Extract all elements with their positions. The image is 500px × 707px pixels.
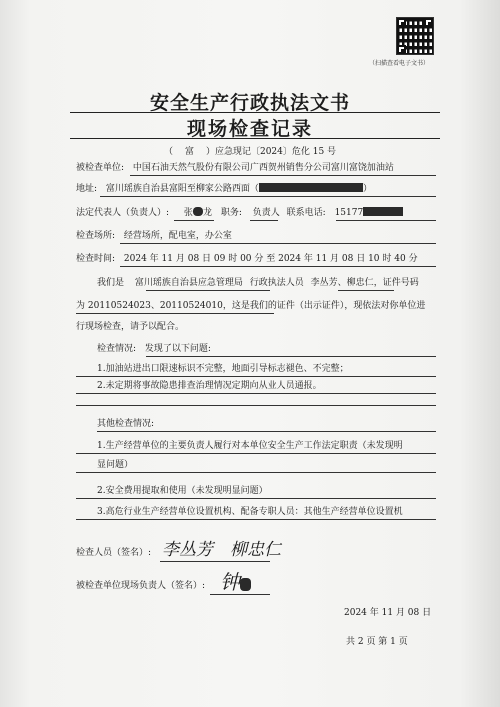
responsible-signature-text: 钟 bbox=[220, 570, 240, 594]
representative-underline bbox=[174, 220, 214, 221]
address-underline bbox=[100, 196, 436, 197]
inspector-signature: 柳忠仁 bbox=[230, 540, 281, 560]
other-inspection-label: 其他检查情况: bbox=[97, 419, 155, 429]
address-value: 富川瑶族自治县富阳至柳家公路西面（ bbox=[105, 184, 259, 194]
other-underline bbox=[97, 431, 436, 432]
intro-text: 我们是 bbox=[97, 278, 125, 288]
finding-item: 1.加油站进出口限速标识不完整，地面引导标志褪色、不完整； bbox=[97, 364, 349, 374]
intro-text: ，证件号码 bbox=[373, 278, 419, 288]
other-underline bbox=[76, 453, 436, 454]
inspection-summary: 发现了以下问题: bbox=[144, 344, 211, 354]
place-value: 经营场所，配电室，办公室 bbox=[123, 231, 232, 241]
certificate-underline bbox=[76, 313, 274, 314]
blank-line bbox=[76, 405, 436, 406]
doc-number-region: 富 bbox=[184, 147, 194, 157]
time-label: 检查时间: bbox=[76, 254, 116, 264]
phone-underline bbox=[336, 220, 436, 221]
address-row bbox=[76, 183, 372, 195]
representative-name-end: 龙 bbox=[202, 208, 212, 218]
position-underline bbox=[250, 220, 278, 221]
position-label: 职务: bbox=[220, 208, 242, 218]
representative-label: 法定代表人（负责人）: bbox=[76, 208, 170, 218]
finding-underline bbox=[76, 376, 436, 377]
certificate-numbers: 为 20110524023、20110524010 bbox=[76, 301, 223, 311]
inspection-row bbox=[97, 343, 211, 355]
other-underline bbox=[76, 519, 436, 520]
unit-value: 中国石油天然气股份有限公司广西贺州销售分公司富川富饶加油站 bbox=[132, 163, 394, 173]
intro-text: ，这是我们的证件（出示证件），现依法对你单位进 bbox=[222, 301, 426, 311]
representative-name-start: 张 bbox=[183, 208, 193, 218]
finding-underline bbox=[76, 393, 436, 394]
intro-line-1 bbox=[97, 277, 419, 289]
redacted-phone bbox=[363, 207, 403, 216]
inspection-underline bbox=[146, 356, 436, 357]
phone-value: 15177 bbox=[334, 208, 364, 218]
time-value: 2024 年 11 月 08 日 09 时 00 分 至 2024 年 11 月 08 日 10 时 40 分 bbox=[123, 254, 418, 264]
doc-number-prefix: （ bbox=[163, 147, 173, 157]
finding-item: 2.未定期将事故隐患排查治理情况定期向从业人员通报。 bbox=[97, 381, 322, 391]
agency-name: 富川瑶族自治县应急管理局 bbox=[134, 278, 243, 288]
inspector-signature: 李丛芳 bbox=[162, 540, 213, 560]
other-underline bbox=[76, 472, 436, 473]
inspectors-sign-line bbox=[160, 561, 270, 562]
inspectors-label: 检查人员（签名）: bbox=[76, 548, 152, 558]
unit-underline bbox=[130, 175, 436, 176]
qr-caption: （扫描查看电子文书） bbox=[369, 60, 430, 67]
address-close: ） bbox=[362, 184, 372, 194]
redacted-name bbox=[193, 207, 203, 216]
redacted-signature bbox=[240, 578, 251, 591]
representative-row bbox=[76, 207, 403, 219]
officer-underline bbox=[338, 290, 394, 291]
time-row bbox=[76, 253, 418, 265]
other-item-1: 1.生产经营单位的主要负责人履行对本单位安全生产工作法定职责（未发现明 bbox=[97, 441, 403, 451]
qr-finder bbox=[424, 18, 433, 27]
qr-finder bbox=[397, 45, 406, 54]
title-divider bbox=[70, 112, 440, 113]
other-item-2: 2.安全费用提取和使用（未发现明显问题） bbox=[97, 486, 268, 496]
other-item-3: 3.高危行业生产经营单位设置机构、配备专职人员：其他生产经营单位设置机 bbox=[97, 507, 403, 517]
document-subtitle: 现场检查记录 bbox=[186, 118, 313, 140]
qr-finder bbox=[397, 18, 406, 27]
redacted-address bbox=[259, 183, 363, 192]
place-underline bbox=[120, 243, 436, 244]
intro-text: 行政执法人员 bbox=[249, 278, 304, 288]
officer-names: 李丛芳、柳忠仁 bbox=[310, 278, 374, 288]
document-title: 安全生产行政执法文书 bbox=[149, 92, 350, 114]
intro-line-3: 行现场检查，请予以配合。 bbox=[76, 322, 185, 332]
qr-code[interactable] bbox=[397, 18, 433, 54]
place-label: 检查场所: bbox=[76, 231, 116, 241]
agency-underline bbox=[146, 290, 270, 291]
page-indicator: 共 2 页 第 1 页 bbox=[346, 637, 408, 647]
responsible-label: 被检查单位现场负责人（签名）: bbox=[76, 581, 206, 591]
other-item-1-cont: 显问题） bbox=[97, 460, 134, 470]
address-label: 地址: bbox=[76, 184, 98, 194]
doc-number-rest: ）应急现记〔2024〕危化 15 号 bbox=[205, 147, 337, 157]
position-value: 负责人 bbox=[252, 208, 280, 218]
time-underline bbox=[120, 266, 436, 267]
responsible-signature bbox=[220, 566, 251, 595]
subtitle-divider bbox=[70, 138, 440, 139]
unit-label: 被检查单位: bbox=[76, 163, 125, 173]
phone-label: 联系电话: bbox=[286, 208, 326, 218]
intro-line-2 bbox=[76, 300, 425, 312]
place-row bbox=[76, 230, 232, 242]
document-number bbox=[0, 144, 500, 157]
document-date: 2024 年 11 月 08 日 bbox=[344, 608, 432, 618]
inspection-label: 检查情况: bbox=[97, 344, 137, 354]
unit-row bbox=[76, 162, 394, 174]
other-underline bbox=[76, 498, 436, 499]
